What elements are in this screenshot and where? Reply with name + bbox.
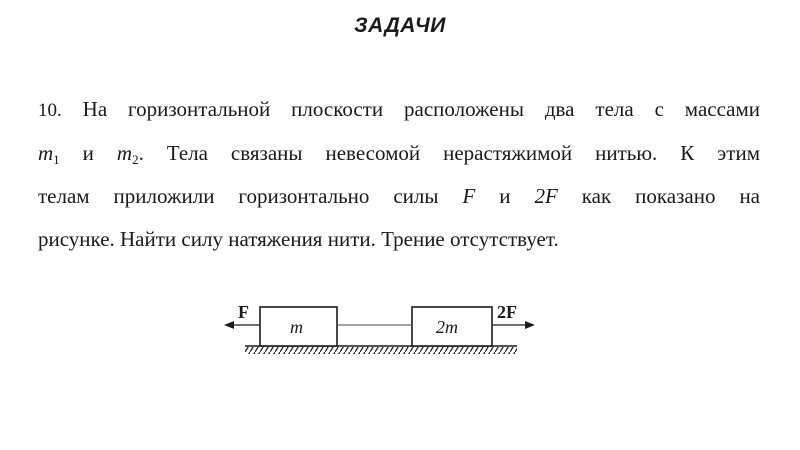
mass-symbol-1: m [38, 141, 54, 165]
problem-line-2-text: . Тела связаны невесомой нерастяжимой нитью. К этим [138, 141, 760, 165]
mass-symbol-2: m [116, 141, 133, 165]
left-force-label: F [238, 302, 249, 322]
problem-line-4: рисунке. Найти силу натяжения нити. Трение отсутствует. [38, 227, 559, 251]
conjunction-and: и [82, 141, 94, 165]
double-force-symbol: 2F [534, 184, 558, 208]
problem-line-3-end: как показано на [581, 184, 760, 208]
mass-subscript-2: 2 [132, 152, 139, 167]
problem-line-1-text: На горизонтальной плоскости расположены два тела с массами [82, 97, 761, 121]
mass-subscript-1: 1 [53, 152, 60, 167]
problem-number: 10. [38, 100, 62, 121]
ground-surface [245, 346, 517, 354]
left-mass-label: m [290, 317, 303, 337]
right-force-arrow-icon [492, 321, 535, 329]
conjunction-and-2: и [499, 184, 511, 208]
force-symbol: F [462, 184, 476, 208]
left-force-arrow-icon [224, 321, 260, 329]
ground-hatching [245, 347, 517, 354]
right-mass-label: 2m [436, 317, 458, 337]
right-force-label: 2F [497, 302, 517, 322]
page-title: ЗАДАЧИ [354, 14, 446, 37]
problem-line-3-start: телам приложили горизонтально силы [38, 184, 439, 208]
